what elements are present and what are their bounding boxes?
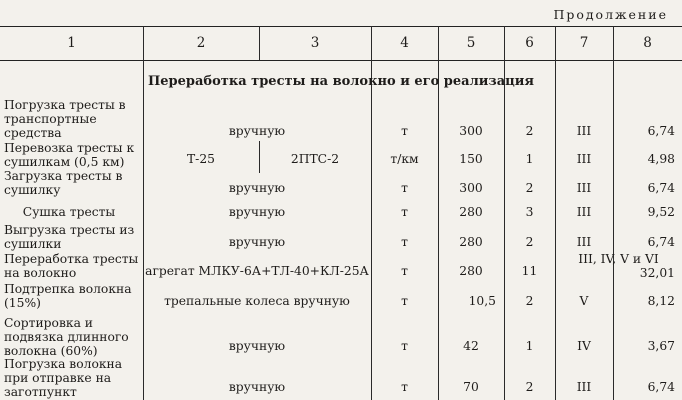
category-cell: III (576, 181, 592, 195)
tractor-cell: Т-25 (186, 152, 215, 166)
machine-cell: 2ПТС-2 (290, 152, 340, 166)
volume-cell: 70 (463, 380, 479, 394)
method-cell: вручную (228, 380, 286, 394)
method-cell: трепальные колеса вручную (164, 294, 350, 308)
category-cell: III (576, 235, 592, 249)
method-cell: вручную (228, 124, 286, 138)
rate-cell: 6,74 (647, 124, 675, 138)
operation-cell: Выгрузка тресты из сушилки (4, 223, 135, 251)
category-cell: IV (577, 339, 591, 353)
rate-cell: 6,74 (647, 181, 675, 195)
volume-cell: 150 (459, 152, 483, 166)
volume-cell: 280 (459, 235, 483, 249)
workers-cell: 2 (525, 294, 534, 308)
unit-cell: т (401, 264, 408, 278)
column-header-7: 7 (579, 35, 589, 51)
operation-cell: Загрузка тресты в сушилку (4, 169, 123, 197)
rate-cell: 6,74 (647, 235, 675, 249)
volume-cell: 280 (459, 205, 483, 219)
category-cell: III (576, 124, 592, 138)
header-bottom-rule (0, 60, 682, 61)
method-cell: вручную (228, 235, 286, 249)
rate-cell: 32,01 (639, 266, 675, 280)
unit-cell: т (401, 181, 408, 195)
volume-cell: 300 (459, 181, 483, 195)
operation-cell: Погрузка тресты в транспортные средства (4, 98, 126, 140)
unit-cell: т (401, 124, 408, 138)
volume-cell: 300 (459, 124, 483, 138)
workers-cell: 3 (525, 205, 534, 219)
column-header-6: 6 (525, 35, 534, 51)
unit-cell: т (401, 294, 408, 308)
unit-cell: т (401, 339, 408, 353)
rate-cell: 8,12 (647, 294, 675, 308)
column-header-1: 1 (67, 35, 76, 51)
column-header-5: 5 (466, 35, 476, 51)
table-top-rule (0, 26, 682, 27)
rate-cell: 9,52 (647, 205, 675, 219)
operation-cell: Сушка тресты (22, 205, 116, 219)
method-cell: вручную (228, 205, 286, 219)
column-header-3: 3 (310, 35, 320, 51)
volume-cell: 42 (463, 339, 479, 353)
method-cell: вручную (228, 181, 286, 195)
operation-cell: Сортировка и подвязка длинного волокна (60%) (4, 316, 129, 358)
method-cell: вручную (228, 339, 286, 353)
rate-cell: 6,74 (647, 380, 675, 394)
volume-cell: 10,5 (468, 294, 496, 308)
unit-cell: т (401, 205, 408, 219)
rate-cell: 3,67 (647, 339, 675, 353)
column-header-2: 2 (196, 35, 206, 51)
workers-cell: 2 (525, 380, 534, 394)
category-cell: III (576, 152, 592, 166)
volume-cell: 280 (459, 264, 483, 278)
operation-cell: Подтрепка волокна (15%) (4, 282, 132, 310)
workers-cell: 1 (525, 339, 534, 353)
operation-cell: Погрузка волокна при отправке на заготпункт (4, 357, 123, 399)
operation-cell: Переработка тресты на волокно (4, 252, 139, 280)
unit-cell: т (401, 380, 408, 394)
category-cell: III (576, 205, 592, 219)
continuation-label: Продолжение (553, 7, 668, 22)
workers-cell: 1 (525, 152, 534, 166)
unit-cell: т/км (390, 152, 419, 166)
workers-cell: 11 (521, 264, 538, 278)
category-cell: V (579, 294, 589, 308)
category-cell: III, IV, V и VI (578, 252, 659, 266)
column-header-8: 8 (643, 35, 652, 51)
workers-cell: 2 (525, 235, 534, 249)
workers-cell: 2 (525, 124, 534, 138)
column-header-4: 4 (400, 35, 409, 51)
workers-cell: 2 (525, 181, 534, 195)
method-cell: агрегат МЛКУ-6А+ТЛ-40+КЛ-25А (145, 264, 369, 278)
category-cell: III (576, 380, 592, 394)
operation-cell: Перевозка тресты к сушилкам (0,5 км) (4, 141, 135, 169)
section-title: Переработка тресты на волокно и его реализация (148, 74, 534, 89)
unit-cell: т (401, 235, 408, 249)
rate-cell: 4,98 (647, 152, 675, 166)
